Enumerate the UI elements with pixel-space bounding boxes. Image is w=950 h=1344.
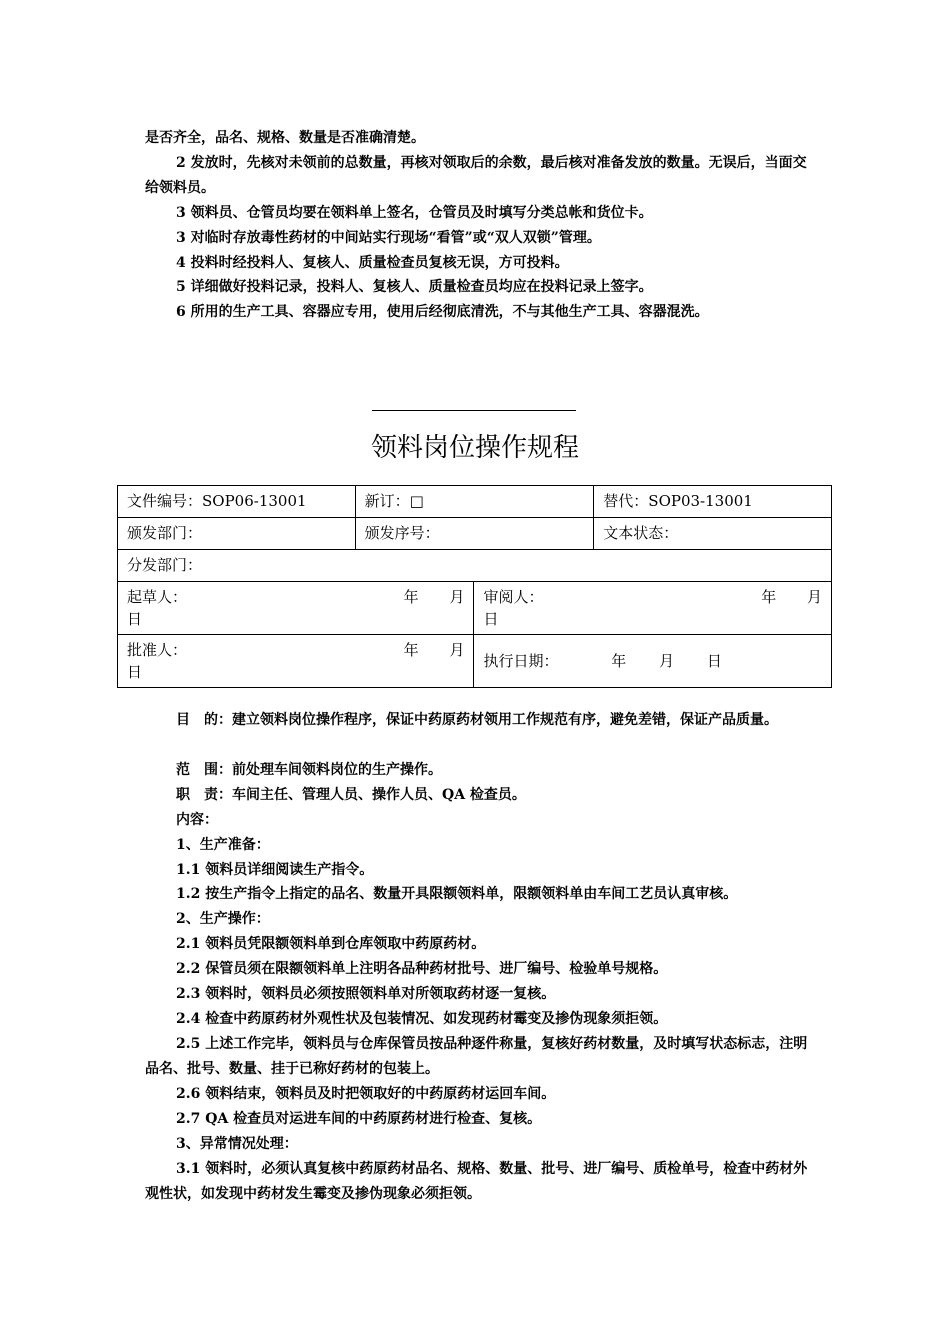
year-label: 年 [403,588,419,606]
distribution-dept-cell: 分发部门： [118,550,832,582]
issuing-dept-cell: 颁发部门： [118,518,356,550]
body-line: 2.6 领料结束，领料员及时把领取好的中药原药材运回车间。 [176,1086,556,1102]
text-status-cell: 文本状态： [594,518,832,550]
body-line: 2.2 保管员须在限额领料单上注明各品种药材批号、进厂编号、检验单号规格。 [176,961,668,977]
body-line: 2.1 领料员凭限额领料单到仓库领取中药原药材。 [176,936,486,952]
day-label: 日 [127,610,143,628]
day-label: 日 [706,652,722,670]
section-heading: 2、生产操作： [176,911,270,927]
reviewer-label: 审阅人： [483,588,544,606]
purpose-line: 目 的：建立领料岗位操作程序，保证中药原药材领用工作规范有序，避免差错，保证产品质量。 [176,712,778,728]
issue-seq-cell: 颁发序号： [355,518,594,550]
replaces-cell: 替代：SOP03-13001 [594,486,832,518]
intro-line: 6 所用的生产工具、容器应专用，使用后经彻底清洗，不与其他生产工具、容器混洗。 [176,304,709,320]
month-label: 月 [449,588,465,606]
month-label: 月 [449,641,465,659]
scope-line: 范 围：前处理车间领料岗位的生产操作。 [176,762,442,778]
body-line: 2.4 检查中药原药材外观性状及包装情况、如发现药材霉变及掺伪现象须拒领。 [176,1011,668,1027]
new-revision-cell: 新订：□ [355,486,594,518]
section-heading: 3、异常情况处理： [176,1136,298,1152]
file-number-cell: 文件编号：SOP06-13001 [118,486,356,518]
day-label: 日 [483,610,499,628]
body-line: 2.5 上述工作完毕，领料员与仓库保管员按品种逐件称量，复核好药材数量，及时填写状态标志，注明品名、批号、数量、挂于已称好药材的包装上。 [145,1036,808,1077]
exec-date-label: 执行日期： [483,652,559,670]
body-line: 1.2 按生产指令上指定的品名、数量开具限额领料单，限额领料单由车间工艺员认真审核。 [176,886,738,902]
drafter-cell [118,582,474,635]
exec-date-cell [474,635,832,688]
day-label: 日 [127,663,143,681]
intro-line: 4 投料时经投料人、复核人、质量检查员复核无误，方可投料。 [176,255,569,271]
approver-cell [118,635,474,688]
document-title: 领料岗位操作规程 [370,433,579,463]
reviewer-cell [474,582,832,635]
approver-label: 批准人： [127,641,188,659]
intro-line: 5 详细做好投料记录，投料人、复核人、质量检查员均应在投料记录上签字。 [176,279,653,295]
section-divider [372,410,576,411]
section-heading: 1、生产准备： [176,837,270,853]
month-label: 月 [806,588,822,606]
body-line: 3.1 领料时，必须认真复核中药原药材品名、规格、数量、批号、进厂编号、质检单号，检查中药材外观性状，如发现中药材发生霉变及掺伪现象必须拒领。 [145,1161,808,1202]
body-line: 2.3 领料时，领料员必须按照领料单对所领取药材逐一复核。 [176,986,556,1002]
year-label: 年 [611,652,627,670]
month-label: 月 [659,652,675,670]
intro-line: 2 发放时，先核对未领前的总数量，再核对领取后的余数，最后核对准备发放的数量。无误后，当面交给领料员。 [145,155,807,196]
content-heading: 内容： [176,812,218,828]
document-meta-table [117,485,832,688]
intro-line: 3 领料员、仓管员均要在领料单上签名，仓管员及时填写分类总帐和货位卡。 [176,205,653,221]
intro-line: 是否齐全，品名、规格、数量是否准确清楚。 [145,130,425,146]
body-line: 2.7 QA 检查员对运进车间的中药原药材进行检查、复核。 [176,1111,542,1127]
body-line: 1.1 领料员详细阅读生产指令。 [176,862,374,878]
drafter-label: 起草人： [127,588,188,606]
intro-line: 3 对临时存放毒性药材的中间站实行现场“看管”或“双人双锁”管理。 [176,230,601,246]
year-label: 年 [403,641,419,659]
year-label: 年 [761,588,777,606]
responsibility-line: 职 责：车间主任、管理人员、操作人员、QA 检查员。 [176,787,526,803]
